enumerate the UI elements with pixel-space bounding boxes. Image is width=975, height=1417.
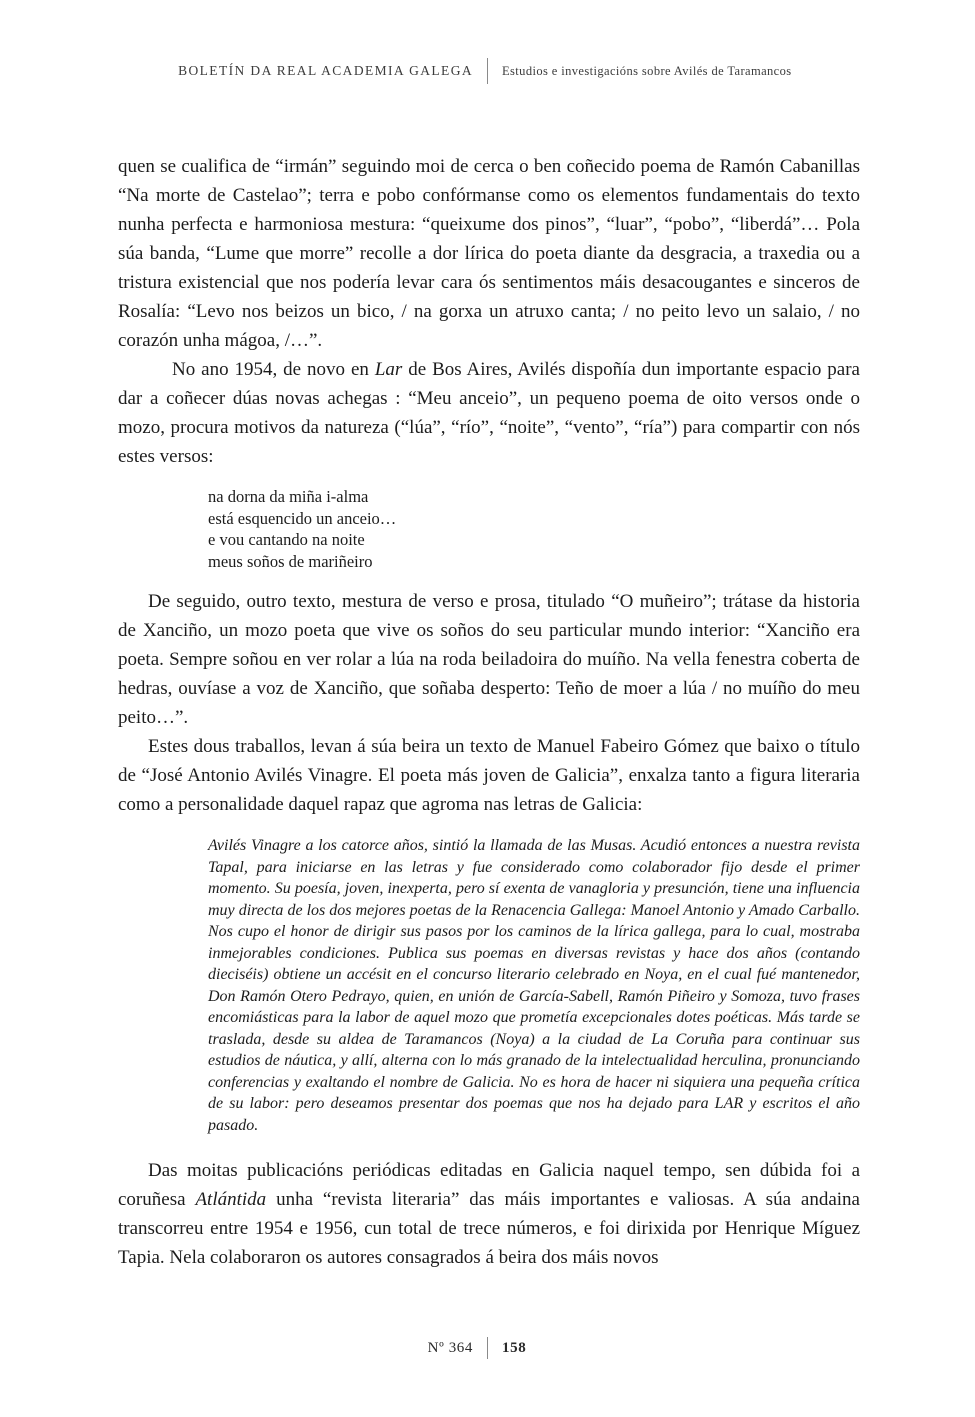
poem-line: meus soños de mariñeiro bbox=[208, 551, 373, 571]
poem-block bbox=[208, 486, 860, 572]
paragraph-5-text-cont: unha “revista literaria” das máis importantes e valiosas. A súa andaina transcorreu entre 1954 e 1956, cun total de trece números, e foi dirixida por Henrique Míguez Tapia. Nela colaboraron os autores consagrados á beira dos máis novos bbox=[118, 1189, 860, 1268]
section-title: Estudios e investigacións sobre Avilés de Taramancos bbox=[502, 63, 792, 78]
paragraph-3: De seguido, outro texto, mestura de verso e prosa, titulado “O muñeiro”; trátase da historia de Xanciño, un mozo poeta que vive os soños do seu particular mundo interior: “Xanciño era poeta. Sempre soñou en ver rolar a lúa na roda beiladoira do muíño. Na vella fenestra coberta de hedras, ouvíase a voz de Xanciño, que soñaba desperto: Teño de moer a lúa / no muíño do meu peito…”. bbox=[118, 591, 860, 728]
header-divider bbox=[487, 58, 488, 84]
footer-divider bbox=[487, 1337, 488, 1359]
poem-line: está esquencido un anceio… bbox=[208, 508, 397, 528]
italic-title-lar: Lar bbox=[374, 359, 403, 380]
paragraph-4: Estes dous traballos, levan á súa beira un texto de Manuel Fabeiro Gómez que baixo o título de “José Antonio Avilés Vinagre. El poeta más joven de Galicia”, enxalza tanto a figura literaria como a personalidade daquel rapaz que agroma nas letras de Galicia: bbox=[118, 736, 860, 815]
journal-title: BOLETÍN DA REAL ACADEMIA GALEGA bbox=[178, 63, 473, 78]
paragraph-1: quen se cualifica de “irmán” seguindo moi de cerca o ben coñecido poema de Ramón Cabanillas “Na morte de Castelao”; terra e pobo confórmanse como os elementos fundamentais do texto nunha perfecta e harmoniosa mestura: “queixume dos pinos”, “luar”, “pobo”, “liberdá”… Pola súa banda, “Lume que morre” recolle a dor lírica do poeta diante da desgracia, a traxedia ou a tristura existencial que nos podería levar cara ós sentimentos máis desacougantes e sinceros de Rosalía: “Levo nos beizos un bico, / na gorxa un atruxo canta; / no peito levo un salaio, / no corazón unha mágoa, /…”. bbox=[118, 156, 860, 351]
poem-line: na dorna da miña i-alma bbox=[208, 487, 369, 506]
poem-line: e vou cantando na noite bbox=[208, 530, 365, 549]
paragraph-2 bbox=[118, 355, 860, 471]
paragraph-5 bbox=[118, 1156, 860, 1272]
issue-number: Nº 364 bbox=[427, 1339, 473, 1356]
page-header bbox=[0, 58, 975, 84]
block-quote: Avilés Vinagre a los catorce años, sintió la llamada de las Musas. Acudió entonces a nuestra revista Tapal, para iniciarse en las letras y fue considerado como colaborador fijo desde el primer momento. Su poesía, joven, inexperta, pero sí exenta de vanagloria y presunción, tiene una influencia muy directa de los dos mejores poetas de la Renacencia Gallega: Manoel Antonio y Amado Carballo. Nos cupo el honor de dirigir sus pasos por los caminos de la lírica gallega, para lo cual, mostraba inmejorables condiciones. Publica sus poemas en diversas revistas y hace dos años (contando dieciséis) obtiene un accésit en el concurso literario celebrado en Noya, en el cual fué mantenedor, Don Ramón Otero Pedrayo, quien, en unión de García-Sabell, Ramón Piñeiro y Somoza, tuvo frases encomiásticas para la labor de aquel mozo que prometía excepcionales dotes poéticas. Más tarde se traslada, desde su aldea de Taramancos (Noya) a la ciudad de La Coruña para continuar sus estudios de náutica, y allí, alterna con lo más granado de la intelectualidad herculina, pronunciando conferencias y exaltando el nombre de Galicia. No es hora de hacer ni siquiera una pequeña crítica de su labor: pero deseamos presentar dos poemas que nos ha dejado para LAR y escritos el año pasado. bbox=[208, 837, 860, 1134]
paragraph-2-text-cont: de Bos Aires, Avilés dispoñía dun importante espacio para dar a coñecer dúas novas achegas : “Meu anceio”, un pequeno poema de oito versos onde o mozo, procura motivos da natureza (“lúa”, “río”, “noite”, “vento”, “ría”) para compartir con nós estes versos: bbox=[118, 359, 860, 467]
paragraph-2-text: No ano 1954, de novo en bbox=[172, 359, 375, 380]
page-body bbox=[118, 152, 860, 1272]
italic-title-atlantida: Atlántida bbox=[195, 1189, 267, 1210]
page-number: 158 bbox=[502, 1339, 527, 1356]
page-footer bbox=[0, 1337, 975, 1359]
paragraph-5-text: Das moitas publicacións periódicas editadas en Galicia naquel tempo, sen dúbida foi a coruñesa bbox=[118, 1160, 860, 1210]
